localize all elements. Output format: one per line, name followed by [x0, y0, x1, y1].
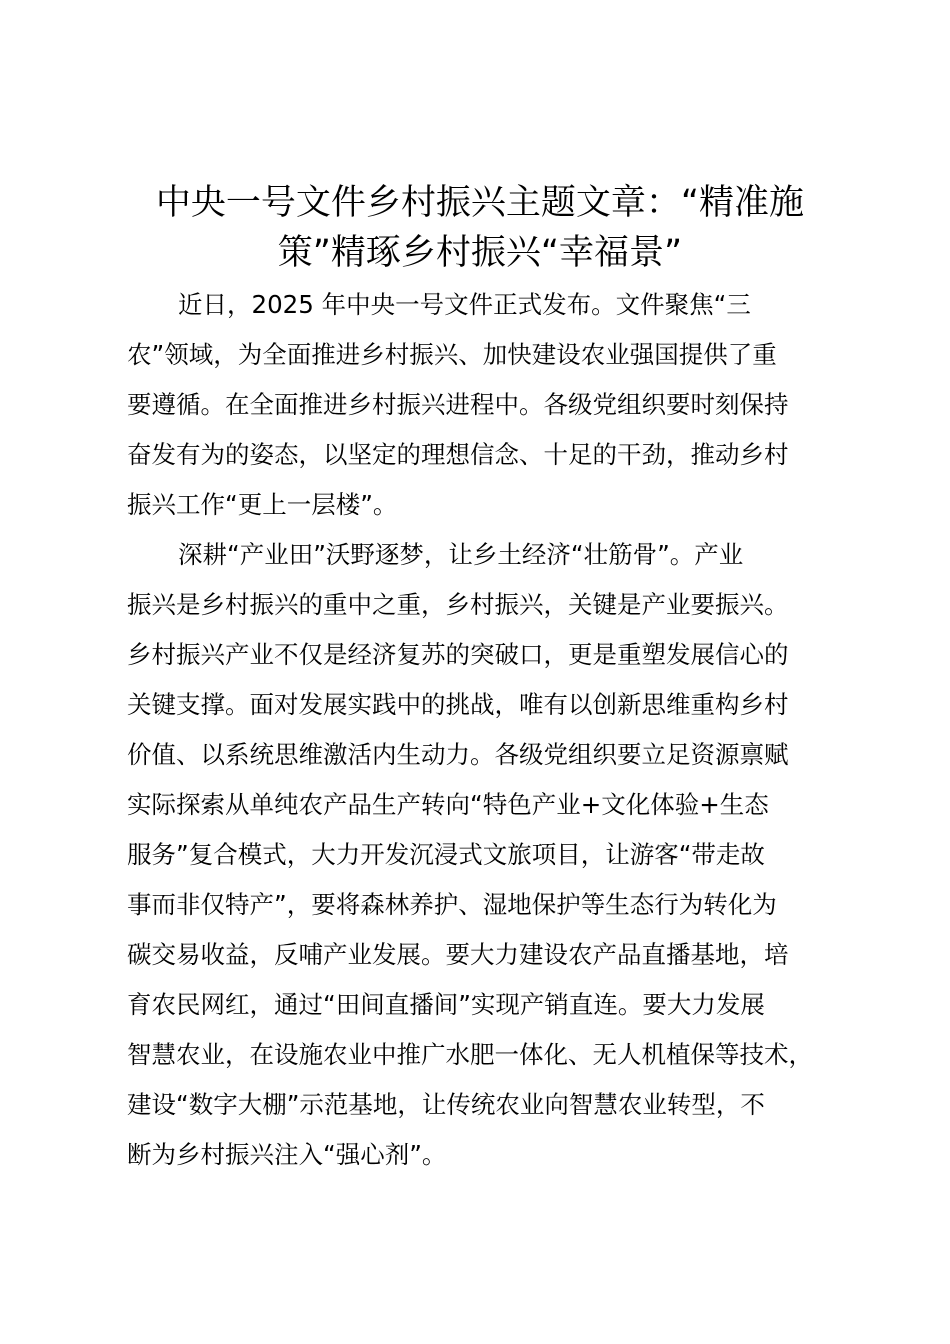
- paragraph-line: 事而非仅特产”，要将森林养护、湿地保护等生态行为转化为: [127, 890, 777, 919]
- paragraph-line: 振兴工作“更上一层楼”。: [127, 490, 398, 519]
- title-line: 中央一号文件乡村振兴主题文章：“精准施: [155, 183, 805, 223]
- paragraph-line: 振兴是乡村振兴的重中之重，乡村振兴，关键是产业要振兴。: [127, 590, 789, 619]
- paragraph-line: 断为乡村振兴注入“强心剂”。: [127, 1140, 447, 1169]
- paragraph-line: 实际探索从单纯农产品生产转向“特色产业+文化体验+生态: [127, 790, 769, 819]
- paragraph-line: 农”领域，为全面推进乡村振兴、加快建设农业强国提供了重: [127, 340, 777, 369]
- paragraph-line: 深耕“产业田”沃野逐梦，让乡土经济“壮筋骨”。产业: [178, 540, 744, 569]
- paragraph-line: 乡村振兴产业不仅是经济复苏的突破口，更是重塑发展信心的: [127, 640, 789, 669]
- paragraph-line: 服务”复合模式，大力开发沉浸式文旅项目，让游客“带走故: [127, 840, 765, 869]
- paragraph-line: 近日，2025 年中央一号文件正式发布。文件聚焦“三: [178, 290, 751, 319]
- paragraph-line: 碳交易收益，反哺产业发展。要大力建设农产品直播基地，培: [127, 940, 789, 969]
- document-title: [110, 178, 850, 278]
- document-body: [127, 280, 857, 1180]
- paragraph-line: 智慧农业，在设施农业中推广水肥一体化、无人机植保等技术，: [127, 1040, 813, 1069]
- paragraph-line: 育农民网红，通过“田间直播间”实现产销直连。要大力发展: [127, 990, 765, 1019]
- paragraph-line: 建设“数字大棚”示范基地，让传统农业向智慧农业转型，不: [127, 1090, 765, 1119]
- paragraph-line: 要遵循。在全面推进乡村振兴进程中。各级党组织要时刻保持: [127, 390, 789, 419]
- paragraph-line: 奋发有为的姿态，以坚定的理想信念、十足的干劲，推动乡村: [127, 440, 789, 469]
- paragraph-line: 价值、以系统思维激活内生动力。各级党组织要立足资源禀赋: [127, 740, 789, 769]
- paragraph-line: 关键支撑。面对发展实践中的挑战，唯有以创新思维重构乡村: [127, 690, 789, 719]
- paragraph-industry: [127, 530, 857, 1180]
- paragraph-intro: [127, 280, 857, 530]
- title-line: 策”精琢乡村振兴“幸福景”: [277, 233, 683, 273]
